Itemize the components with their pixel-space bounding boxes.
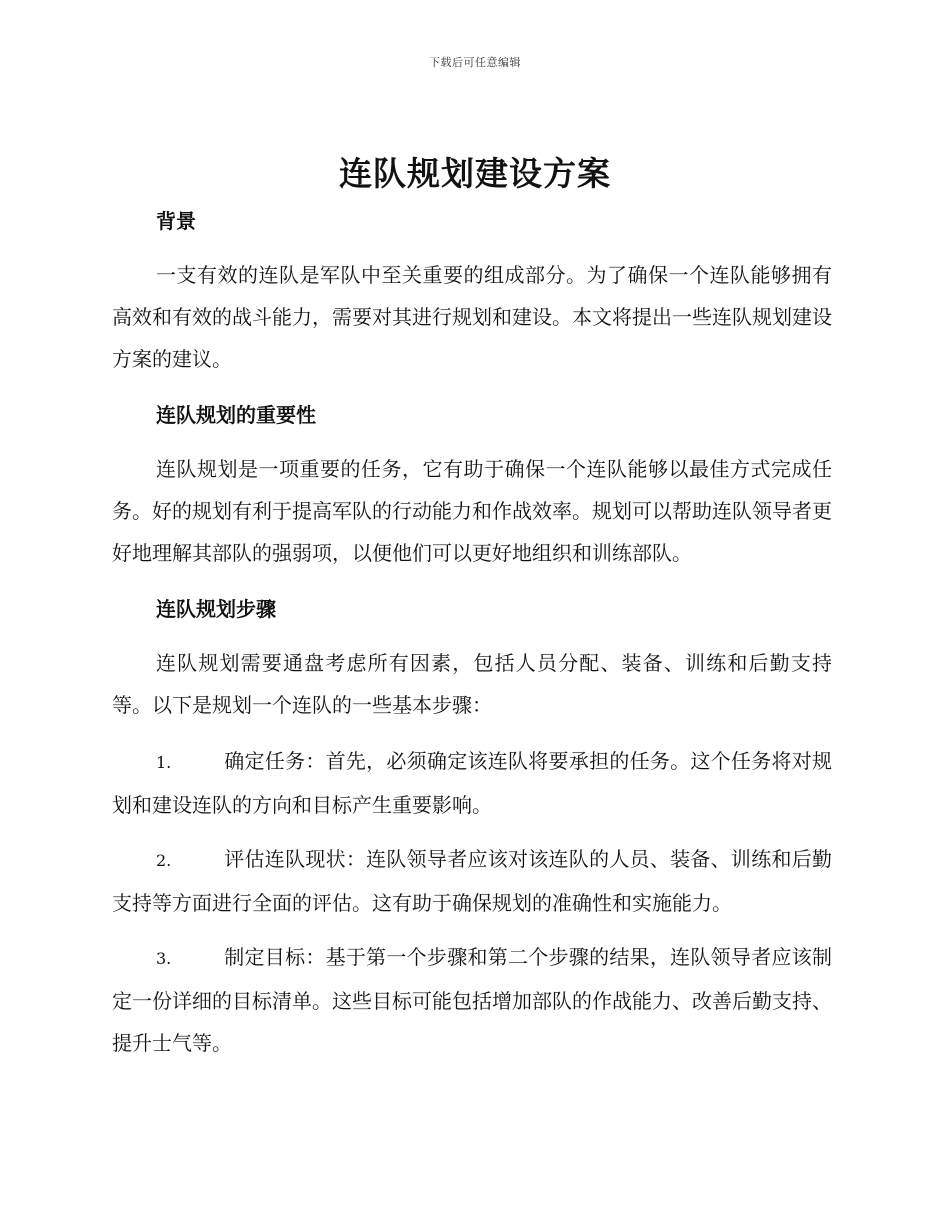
- list-item-text: 制定目标：基于第一个步骤和第二个步骤的结果，连队领导者应该制定一份详细的目标清单。这些目标可能包括增加部队的作战能力、改善后勤支持、提升士气等。: [112, 945, 832, 1055]
- list-item: [112, 838, 832, 924]
- list-item-number: 2.: [156, 851, 172, 870]
- document-body: [112, 200, 832, 1076]
- running-header: 下载后可任意编辑: [429, 56, 521, 69]
- section-heading-background: 背景: [156, 209, 196, 233]
- document-title: 连队规划建设方案: [339, 154, 611, 193]
- section-paragraph-importance: 连队规划是一项重要的任务，它有助于确保一个连队能够以最佳方式完成任务。好的规划有利于提高军队的行动能力和作战效率。规划可以帮助连队领导者更好地理解其部队的强弱项，以便他们可以更好地组织和训练部队。: [112, 457, 832, 565]
- list-item-number: 1.: [156, 753, 172, 772]
- list-item-text: 评估连队现状：连队领导者应该对该连队的人员、装备、训练和后勤支持等方面进行全面的评估。这有助于确保规划的准确性和实施能力。: [112, 847, 832, 915]
- section-heading-steps: 连队规划步骤: [156, 597, 276, 621]
- section-heading-importance: 连队规划的重要性: [156, 403, 316, 427]
- list-item-number: 3.: [156, 949, 172, 968]
- section-paragraph-steps: 连队规划需要通盘考虑所有因素，包括人员分配、装备、训练和后勤支持等。以下是规划一个连队的一些基本步骤：: [112, 651, 832, 717]
- section-paragraph-background: 一支有效的连队是军队中至关重要的组成部分。为了确保一个连队能够拥有高效和有效的战斗能力，需要对其进行规划和建设。本文将提出一些连队规划建设方案的建议。: [112, 263, 832, 371]
- list-item: [112, 740, 832, 826]
- list-item: [112, 936, 832, 1064]
- list-item-text: 确定任务：首先，必须确定该连队将要承担的任务。这个任务将对规划和建设连队的方向和目标产生重要影响。: [112, 749, 832, 817]
